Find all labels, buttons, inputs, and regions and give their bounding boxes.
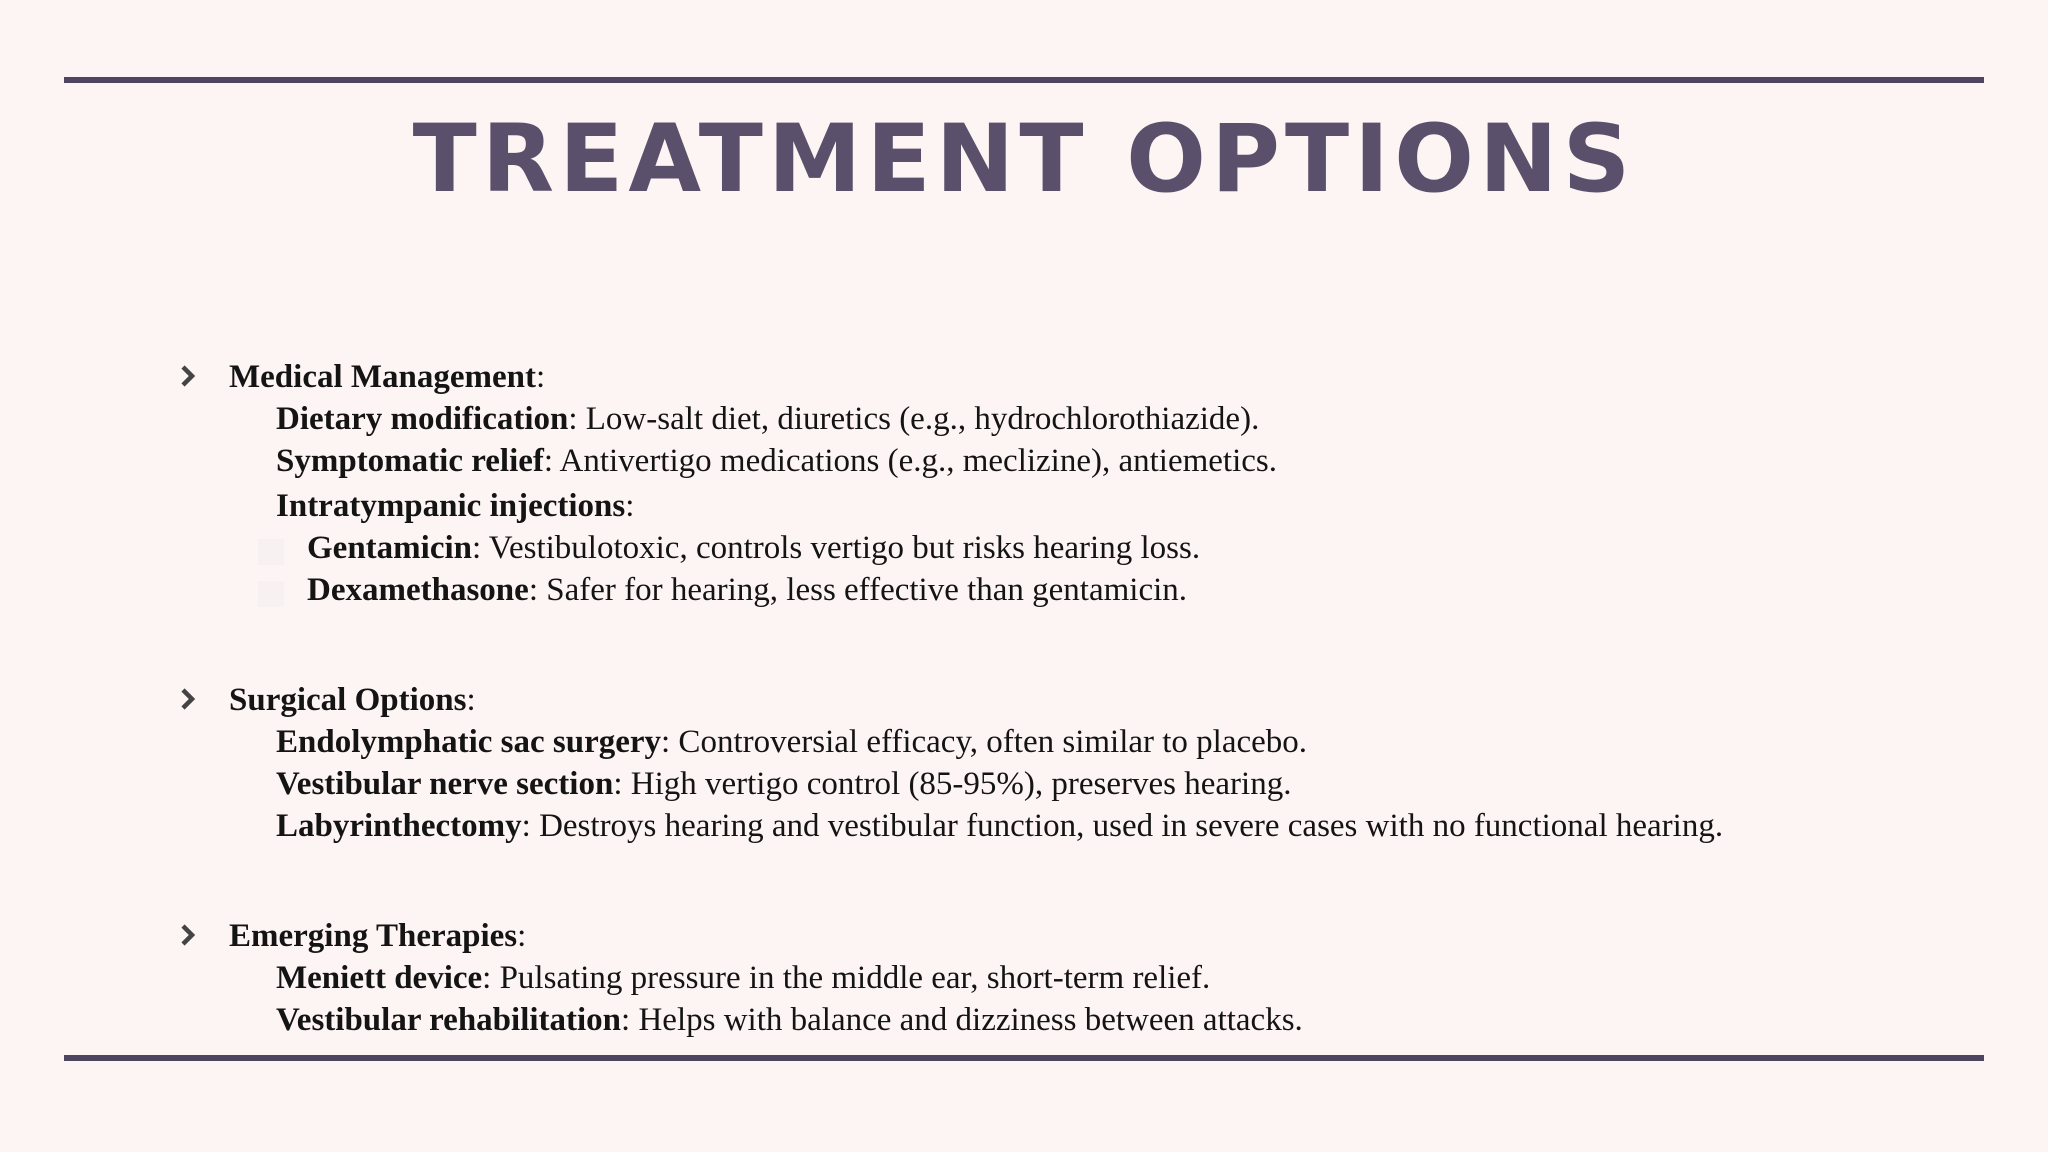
item-text: : Helps with balance and dizziness between attacks. xyxy=(621,1002,1303,1038)
top-divider xyxy=(64,77,1984,83)
item-label: Meniett device xyxy=(276,960,483,996)
item-text: : Destroys hearing and vestibular function, used in severe cases with no functional hearing. xyxy=(521,808,1724,844)
item-label: Endolymphatic sac surgery xyxy=(276,724,662,760)
item-label: Dietary modification xyxy=(276,401,569,437)
section-emerging-therapies xyxy=(175,915,1955,1041)
sub-list-item xyxy=(175,527,1955,569)
item-label: Symptomatic relief xyxy=(276,443,544,479)
item-text: : Low-salt diet, diuretics (e.g., hydrochlorothiazide). xyxy=(568,401,1260,437)
section-heading xyxy=(175,356,1955,398)
item-label: Vestibular nerve section xyxy=(276,766,614,802)
section-heading-label: Surgical Options xyxy=(229,682,467,718)
bullet-square-icon xyxy=(258,539,284,565)
list-item xyxy=(175,957,1955,999)
sub-list-item xyxy=(175,569,1955,611)
section-heading xyxy=(175,679,1955,721)
section-heading-suffix: : xyxy=(466,682,476,718)
section-heading xyxy=(175,915,1955,957)
slide-content xyxy=(175,356,1955,1041)
list-item xyxy=(175,398,1955,440)
item-label: Dexamethasone xyxy=(307,572,529,608)
item-label: Intratympanic injections xyxy=(276,488,626,524)
item-text: : Controversial efficacy, often similar to placebo. xyxy=(661,724,1308,760)
section-heading-label: Emerging Therapies xyxy=(229,918,518,954)
chevron-right-icon xyxy=(175,922,201,948)
section-heading-suffix: : xyxy=(517,918,527,954)
chevron-right-icon xyxy=(175,686,201,712)
section-medical-management xyxy=(175,356,1955,611)
list-item xyxy=(175,763,1955,805)
item-text: : High vertigo control (85-95%), preserves hearing. xyxy=(613,766,1292,802)
item-label: Labyrinthectomy xyxy=(276,808,522,844)
slide-title: TREATMENT OPTIONS xyxy=(412,105,1636,214)
list-item xyxy=(175,440,1955,482)
section-heading-label: Medical Management xyxy=(229,359,537,395)
item-text: : xyxy=(625,488,635,524)
item-text: : Antivertigo medications (e.g., meclizine), antiemetics. xyxy=(543,443,1278,479)
chevron-right-icon xyxy=(175,363,201,389)
item-label: Gentamicin xyxy=(307,530,472,566)
list-item xyxy=(175,805,1955,847)
item-text: : Vestibulotoxic, controls vertigo but risks hearing loss. xyxy=(471,530,1201,566)
item-text: : Safer for hearing, less effective than gentamicin. xyxy=(528,572,1188,608)
section-heading-suffix: : xyxy=(536,359,546,395)
item-text: : Pulsating pressure in the middle ear, short-term relief. xyxy=(482,960,1211,996)
item-label: Vestibular rehabilitation xyxy=(276,1002,622,1038)
list-item xyxy=(175,999,1955,1041)
list-item xyxy=(175,485,1955,527)
bullet-square-icon xyxy=(258,581,284,607)
section-surgical-options xyxy=(175,679,1955,847)
bottom-divider xyxy=(64,1055,1984,1061)
list-item xyxy=(175,721,1955,763)
